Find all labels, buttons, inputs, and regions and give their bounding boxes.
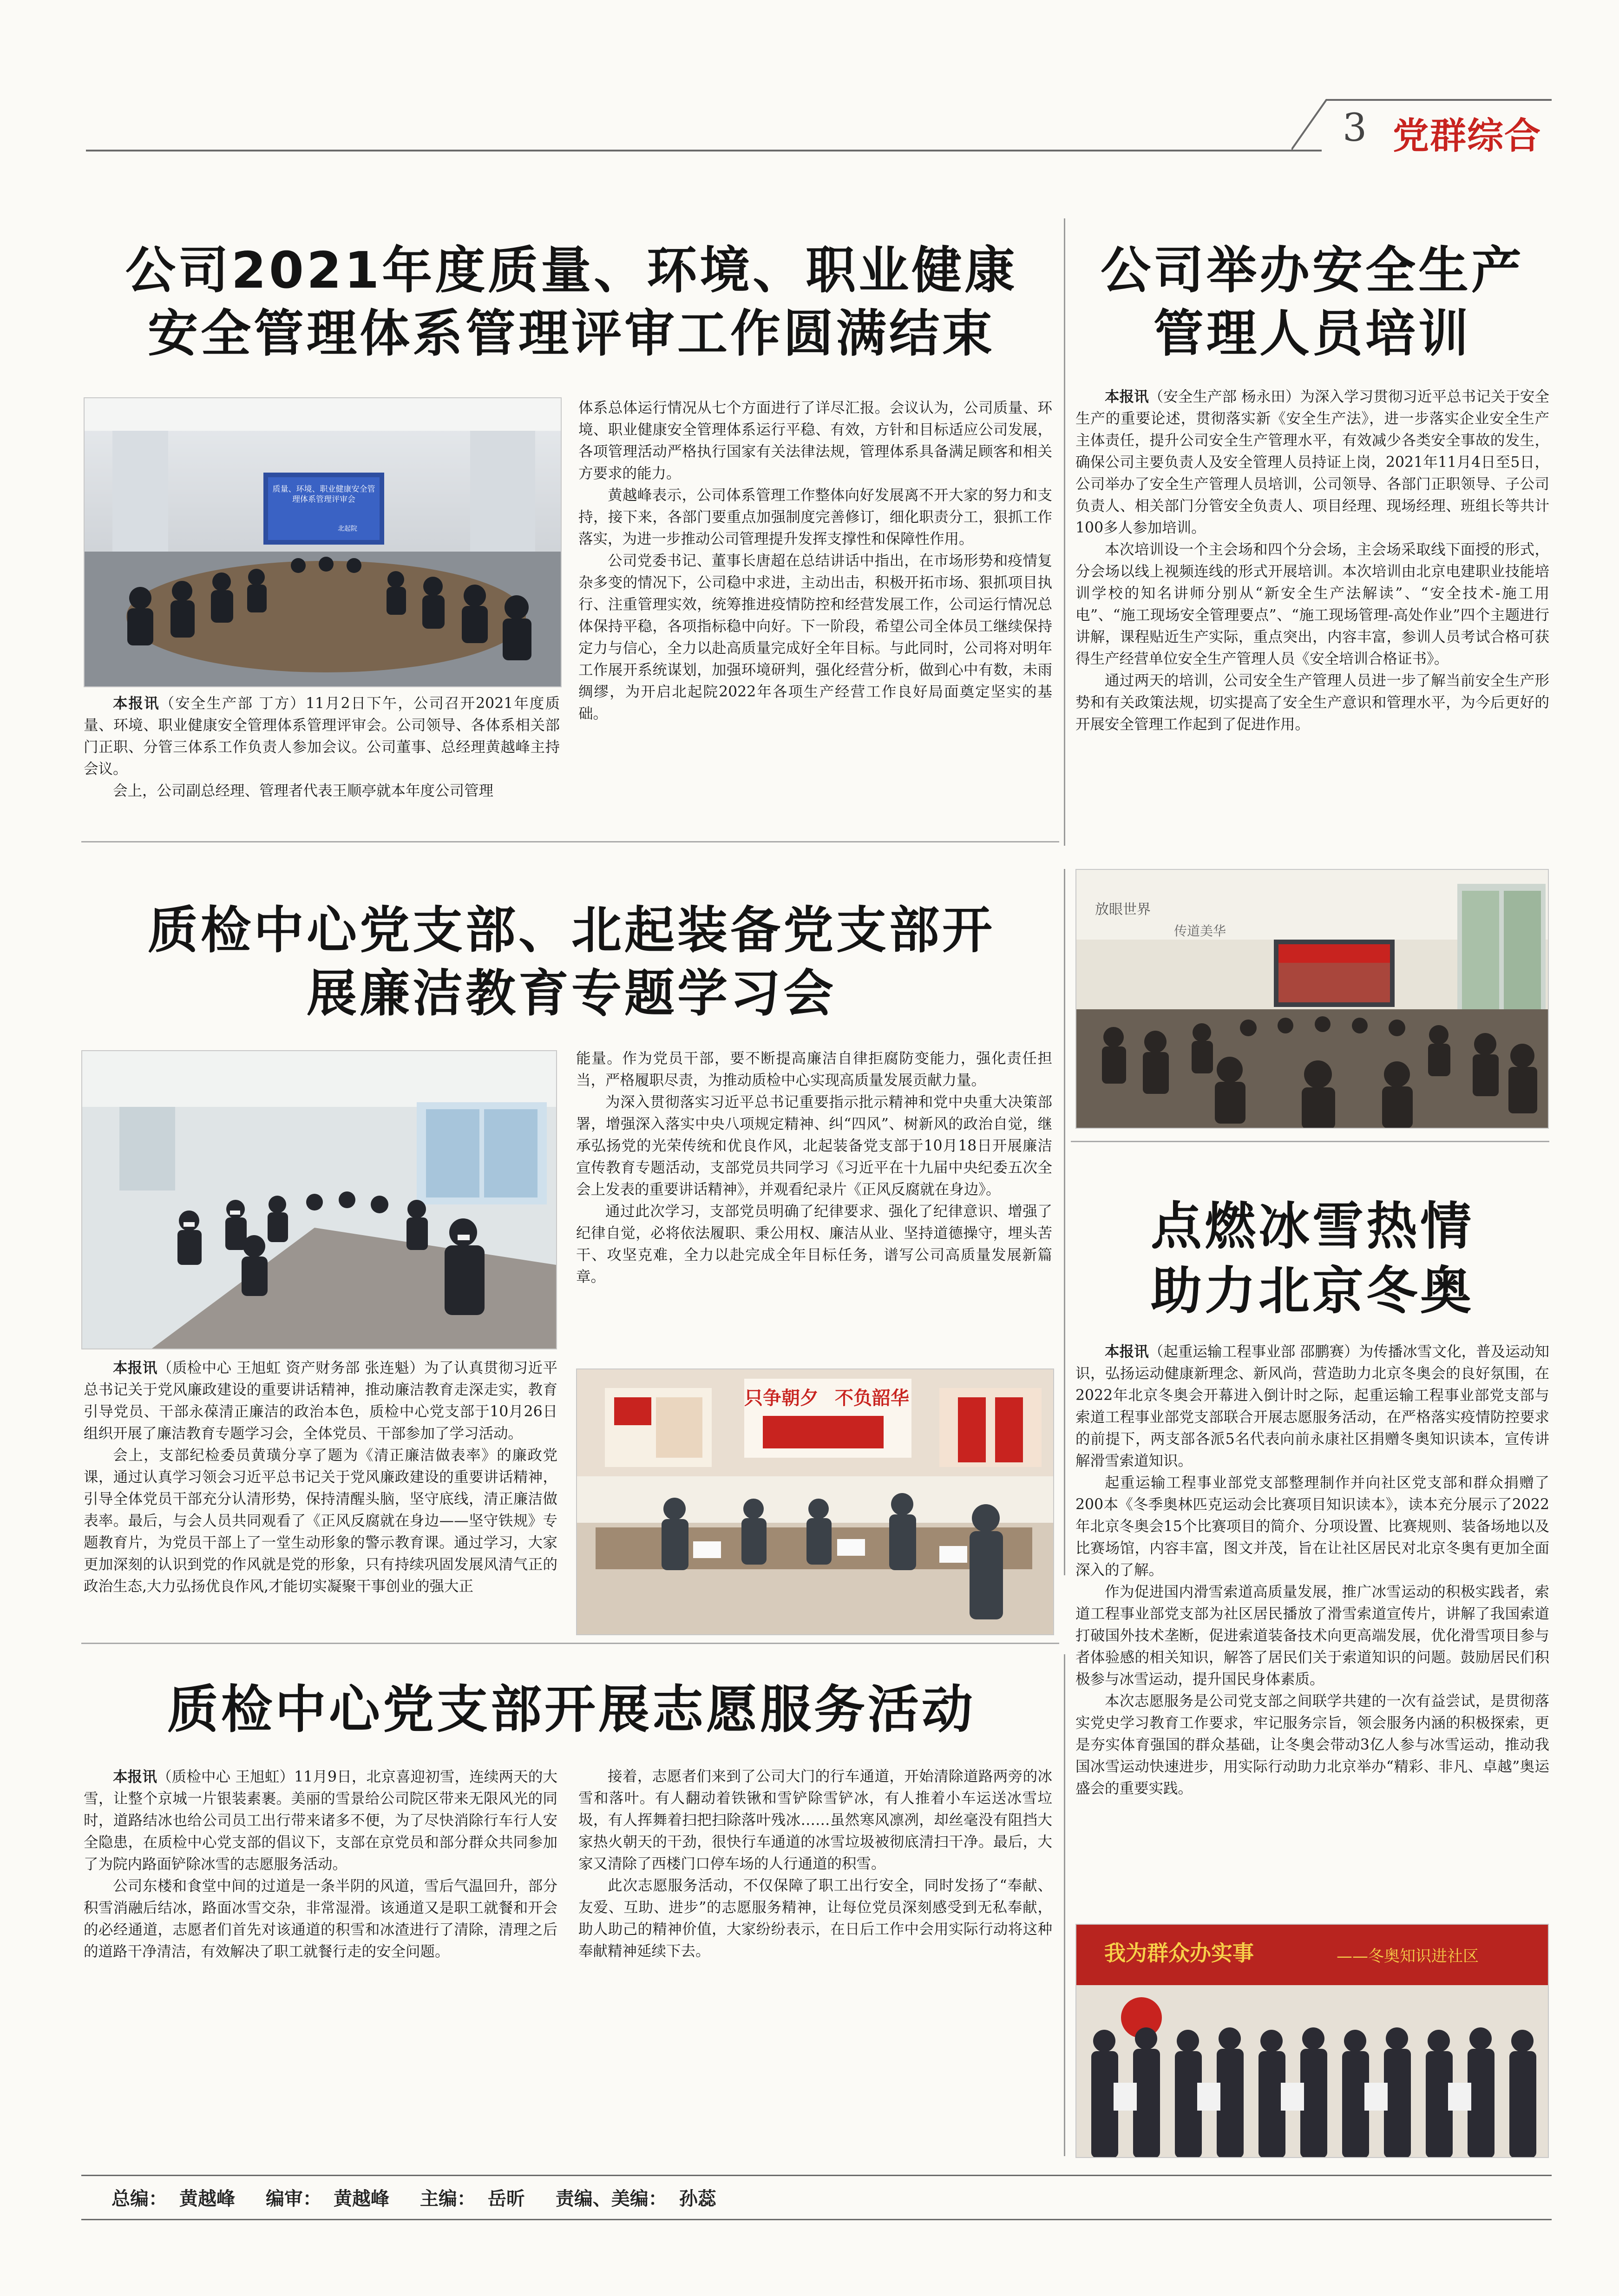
wall-text-1: 放眼世界 [1095,901,1151,918]
winter-p3: 作为促进国内滑雪索道高质量发展，推广冰雪运动的积极实践者，索道工程事业部党支部为社区居民播放了滑雪索道宣传片，讲解了我国索道打破国外技术垄断，促进索道装备技术向更高端发展，优化滑雪项目参与者体验感的相关知识，解答了居民们关于索道知识的问题。鼓励居民们积极参与冰雪运动，提升国民身体素质。 [1075,1584,1549,1688]
volunteer-col2-p1: 接着，志愿者们来到了公司大门的行车通道，开始清除道路两旁的冰雪和落叶。有人翻动着铁锹和雪铲除雪铲冰，有人推着小车运送冰雪垃圾，有人挥舞着扫把扫除落叶残冰……虽然寒风凛冽，却丝毫没有阻挡大家热火朝天的干劲，很快行车通道的冰雪垃圾被彻底清扫干净。最后，大家又清除了西楼门口停车场的人行通道的积雪。 [578,1768,1052,1872]
volunteer-lead: 本报讯 [113,1768,157,1785]
article-volunteer-col1 [84,1766,557,2156]
volunteer-p2: 公司东楼和食堂中间的过道是一条半阴的风道，雪后气温回升，部分积雪消融后结冰，路面冰雪交杂，非常湿滑。该通道又是职工就餐和开会的必经通道，志愿者们首先对该通道的积雪和冰渣进行了清除，清理之后的道路干净清洁，有效解决了职工就餐行走的安全问题。 [84,1878,557,1960]
integrity-col2-p1: 能量。作为党员干部，要不断提高廉洁自律拒腐防变能力，强化责任担当，严格履职尽责，为推动质检中心实现高质量发展贡献力量。 [576,1050,1052,1089]
article-training-body [1075,386,1549,846]
winter-lead: 本报讯 [1105,1343,1149,1360]
reviewer: 黄越峰 [333,2188,389,2210]
integrity-p1: （质检中心 王旭虹 资产财务部 张连魁）为了认真贯彻习近平总书记关于党风廉政建设的重要讲话精神，推动廉洁教育走深走实，教育引导党员、干部永葆清正廉洁的政治本色，质检中心党支部于10月26日组织开展了廉洁教育专题学习会，全体党员、干部参加了学习活动。 [84,1360,557,1442]
column-divider-top [1064,218,1065,846]
column-divider-mid [1064,869,1065,1575]
article-review-title-line1: 公司2021年度质量、环境、职业健康 [125,242,1018,300]
chief-editor: 岳昕 [487,2188,525,2210]
integrity-meeting-photo-1 [81,1050,557,1349]
article-review-col1 [84,692,560,832]
duty-editor-label: 责编、美编： [555,2188,667,2210]
article-integrity-title-line2: 展廉洁教育专题学习会 [306,965,836,1023]
article-volunteer-title: 质检中心党支部开展志愿服务活动 [167,1680,976,1739]
article-winter-body [1075,1341,1549,1914]
volunteer-p1: （质检中心 王旭虹）11月9日，北京喜迎初雪，连续两天的大雪，让整个京城一片银装素裹。美丽的雪景给公司院区带来无限风光的同时，道路结冰也给公司员工出行带来诸多不便，为了尽快消除行车行人安全隐患，在质检中心党支部的倡议下，支部在京党员和部分群众共同参加了为院内路面铲除冰雪的志愿服务活动。 [84,1769,557,1873]
review-lead: 本报讯 [113,695,160,712]
article-training-title-line1: 公司举办安全生产 [1100,242,1524,300]
duty-editor: 孙蕊 [679,2188,716,2210]
training-p1: （安全生产部 杨永田）为深入学习贯彻习近平总书记关于安全生产的重要论述，贯彻落实新《安全生产法》，进一步落实企业安全生产主体责任，提升公司安全生产管理水平，有效减少各类安全事故的发生，确保公司主要负责人及安全管理人员持证上岗，2021年11月4日至5日，公司举办了安全生产管理人员培训，公司领导、各部门正职领导、子公司负责人、相关部门分管安全负责人、项目经理、现场经理、班组长等共计100多人参加培训。 [1075,388,1549,536]
integrity-lead: 本报讯 [113,1359,157,1376]
article-winter-title-line2: 助力北京冬奥 [1151,1261,1474,1321]
footer-credits [111,2184,741,2210]
review-meeting-photo [84,397,562,687]
section-divider-2 [81,1643,1059,1644]
winter-p2: 起重运输工程事业部党支部整理制作并向社区党支部和群众捐赠了200本《冬季奥林匹克运动会比赛项目知识读本》，读本充分展示了2022年北京冬奥会15个比赛项目的简介、分项设置、比赛规则、装备场地以及比赛场馆，内容丰富，图文并茂，旨在让社区居民对北京冬奥有更加全面深入的了解。 [1075,1474,1549,1579]
wall-slogan-1: 只争朝夕 [744,1388,819,1409]
editor-in-chief: 黄越峰 [179,2188,235,2210]
editor-in-chief-label: 总编： [111,2188,167,2210]
footer-rule-top [81,2175,1552,2176]
section-divider-right [1071,1141,1549,1142]
integrity-meeting-photo-2 [576,1368,1054,1635]
winter-group-photo [1075,1924,1549,2158]
chief-editor-label: 主编： [419,2188,476,2210]
column-divider-bottom [1064,1654,1065,2156]
section-divider-1 [81,841,1059,842]
banner-subtext: ——冬奥知识进社区 [1337,1947,1479,1966]
section-name: 党群综合 [1393,115,1542,157]
article-volunteer-col2 [578,1766,1052,2156]
review-p2: 会上，公司副总经理、管理者代表王顺亭就本年度公司管理 [113,783,494,799]
reviewer-label: 编审： [265,2188,321,2210]
article-integrity-title [84,899,1059,1026]
wall-slogan-2: 不负韶华 [835,1388,909,1409]
page-number: 3 [1343,106,1367,150]
training-lead: 本报讯 [1105,388,1149,405]
screen-logo: 北起院 [338,525,357,533]
article-integrity-col2 [576,1048,1052,1350]
review-col2-p2: 黄越峰表示，公司体系管理工作整体向好发展离不开大家的努力和支持，接下来，各部门要重点加强制度完善修订，细化职责分工，狠抓工作落实，为进一步推动公司管理提升发挥支撑性和保障性作用。 [578,487,1052,547]
footer-rule-bottom [81,2219,1552,2220]
integrity-col2-p2: 为深入贯彻落实习近平总书记重要指示批示精神和党中央重大决策部署，增强深入落实中央八项规定精神、纠“四风”、树新风的政治自觉，继承弘扬党的光荣传统和优良作风，北起装备党支部于10月18日开展廉洁宣传教育专题活动，支部党员共同学习《习近平在十九届中央纪委五次全会上发表的重要讲话精神》，并观看纪录片《正风反腐就在身边》。 [576,1094,1052,1198]
review-col2-p1: 体系总体运行情况从七个方面进行了详尽汇报。会议认为，公司质量、环境、职业健康安全管理体系运行平稳、有效，方针和目标适应公司发展，各项管理活动严格执行国家有关法律法规，管理体系具备满足顾客和相关方要求的能力。 [578,400,1052,482]
wall-text-2: 传道美华 [1174,923,1226,939]
article-winter-title-line1: 点燃冰雪热情 [1151,1197,1474,1256]
training-p3: 通过两天的培训，公司安全生产管理人员进一步了解当前安全生产形势和有关政策法规，切实提高了安全生产意识和管理水平，为今后更好的开展安全管理工作起到了促进作用。 [1075,672,1549,733]
training-classroom-photo [1075,869,1549,1129]
winter-p1: （起重运输工程事业部 邵鹏赛）为传播冰雪文化，普及运动知识，弘扬运动健康新理念、新风尚，营造助力北京冬奥会的良好氛围，在2022年北京冬奥会开幕进入倒计时之际，起重运输工程事业部党支部与索道工程事业部党支部联合开展志愿服务活动，在严格落实疫情防控要求的前提下，两支部各派5名代表向前永康社区捐赠冬奥知识读本，宣传讲解滑雪索道知识。 [1075,1343,1549,1469]
review-p1: （安全生产部 丁方）11月2日下午，公司召开2021年度质量、环境、职业健康安全管理体系管理评审会。公司领导、各体系相关部门正职、分管三体系工作负责人参加会议。公司董事、总经理黄越峰主持会议。 [84,695,560,777]
article-integrity-title-line1: 质检中心党支部、北起装备党支部开 [147,901,995,960]
review-col2-p3: 公司党委书记、董事长唐超在总结讲话中指出，在市场形势和疫情复杂多变的情况下，公司稳中求进，主动出击，积极开拓市场、狠抓项目执行、注重管理实效，统筹推进疫情防控和经营发展工作，公司运行情况总体保持平稳，各项指标稳中向好。下一阶段，希望公司全体员工继续保持定力与信心，全力以赴高质量完成好全年目标。与此同时，公司将对明年工作展开系统谋划，加强环境研判，强化经营分析，做到心中有数，未雨绸缪，为开启北起院2022年各项生产经营工作良好局面奠定坚实的基础。 [578,553,1052,722]
article-review-title-line2: 安全管理体系管理评审工作圆满结束 [147,305,995,363]
banner-text: 我为群众办实事 [1104,1941,1254,1966]
article-winter-title [1073,1194,1552,1323]
article-review-title [84,239,1059,366]
training-p2: 本次培训设一个主会场和四个分会场，主会场采取线下面授的形式，分会场以线上视频连线的形式开展培训。本次培训由北京电建职业技能培训学校的知名讲师分别从“新安全生产法解读”、“安全技术-施工用电”、“施工现场安全管理要点”、“施工现场管理-高处作业”四个主题进行讲解，课程贴近生产实际，重点突出，内容丰富，参训人员考试合格可获得生产经营单位安全生产管理人员《安全培训合格证书》。 [1075,541,1549,667]
article-training-title-line2: 管理人员培训 [1153,305,1471,363]
integrity-col2-p3: 通过此次学习，支部党员明确了纪律要求、强化了纪律意识、增强了纪律自觉，必将依法履职、秉公用权、廉洁从业、坚持道德操守，埋头苦干、攻坚克难，全力以赴完成全年目标任务，谱写公司高质量发展新篇章。 [576,1203,1052,1285]
article-review-col2 [578,397,1052,832]
masthead-rule [86,150,1322,151]
article-integrity-col1 [84,1357,557,1631]
winter-p4: 本次志愿服务是公司党支部之间联学共建的一次有益尝试，是贯彻落实党史学习教育工作要求，牢记服务宗旨，领会服务内涵的积极探索，更是夯实体育强国的群众基础，让冬奥会带动3亿人参与冰雪运动，推动我国冰雪运动快速进步，用实际行动助力北京举办“精彩、非凡、卓越”奥运盛会的重要实践。 [1075,1693,1549,1797]
screen-caption: 质量、环境、职业健康安全管理体系管理评审会 [272,485,375,504]
article-training-title [1073,239,1552,366]
integrity-p2: 会上，支部纪检委员黄璜分享了题为《清正廉洁做表率》的廉政党课，通过认真学习领会习近平总书记关于党风廉政建设的重要讲话精神，引导全体党员干部充分认清形势，保持清醒头脑，坚守底线，清正廉洁做表率。最后，与会人员共同观看了《正风反腐就在身边——坚守铁规》专题教育片，为党员干部上了一堂生动形象的警示教育课。通过学习，大家更加深刻的认识到党的作风就是党的形象，只有持续巩固发展风清气正的政治生态,大力弘扬优良作风,才能切实凝聚干事创业的强大正 [84,1447,557,1595]
volunteer-col2-p2: 此次志愿服务活动，不仅保障了职工出行安全，同时发扬了“奉献、友爱、互助、进步”的志愿服务精神，让每位党员深刻感受到无私奉献，助人助己的精神价值，大家纷纷表示，在日后工作中会用实际行动将这种奉献精神延续下去。 [578,1877,1052,1960]
